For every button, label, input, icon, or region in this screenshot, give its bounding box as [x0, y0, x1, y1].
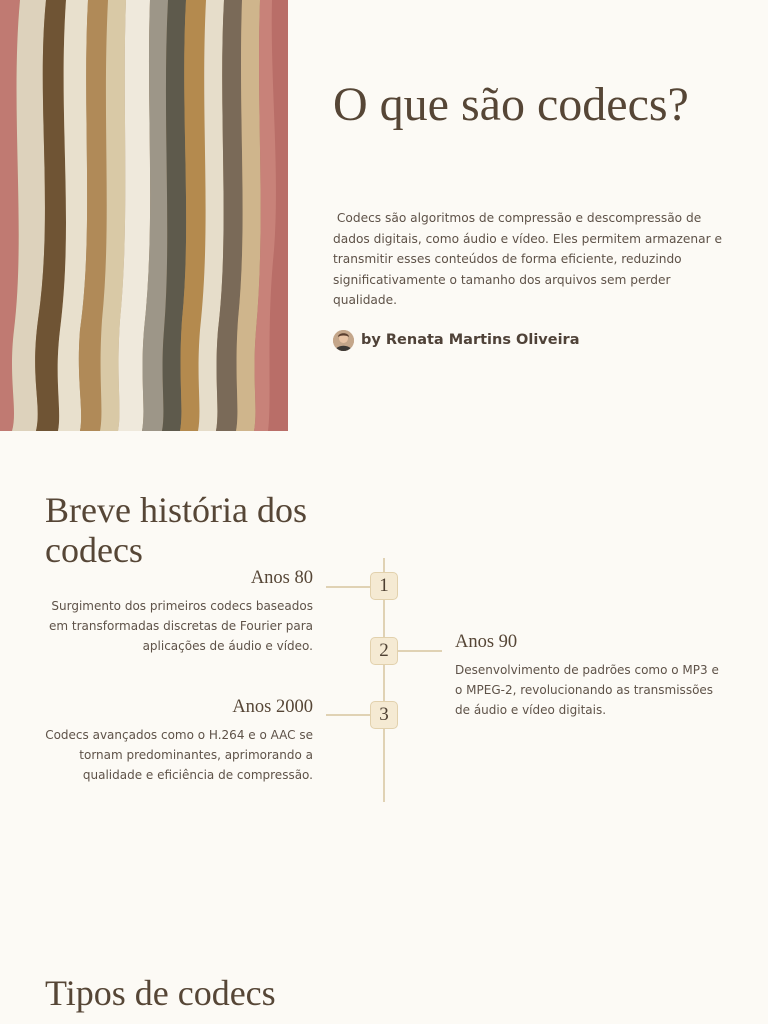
hero-image — [0, 0, 288, 431]
timeline-entry-title: Anos 90 — [455, 632, 518, 652]
avatar — [333, 330, 354, 351]
timeline-entry-text: Desenvolvimento de padrões como o MP3 e o MPEG-2, revolucionando as transmissões de áudio e vídeo digitais. — [455, 663, 719, 717]
author-name: by Renata Martins Oliveira — [361, 332, 580, 348]
timeline-entry-title: Anos 80 — [250, 568, 313, 588]
history-section-title: Breve história dos codecs — [45, 490, 307, 570]
page-title: O que são codecs? — [333, 78, 689, 131]
timeline-step-badge: 1 — [370, 572, 398, 600]
timeline-step-badge: 3 — [370, 701, 398, 729]
timeline-entry-text: Codecs avançados como o H.264 e o AAC se tornam predominantes, aprimorando a qualidade e eficiência de compressão. — [45, 728, 313, 782]
timeline-step-badge: 2 — [370, 637, 398, 665]
intro-paragraph: Codecs são algoritmos de compressão e descompressão de dados digitais, como áudio e vídeo. Eles permitem armazenar e transmitir esses conteúdos de forma eficiente, reduzindo significativamente o tamanho dos arquivos sem perder qualidade. — [333, 211, 726, 307]
timeline-entry-title: Anos 2000 — [232, 697, 313, 717]
timeline-entry-text: Surgimento dos primeiros codecs baseados em transformadas discretas de Fourier para aplicações de áudio e vídeo. — [49, 599, 313, 653]
timeline-connector — [326, 586, 370, 588]
timeline-connector — [398, 650, 442, 652]
types-section-title: Tipos de codecs — [45, 973, 276, 1013]
timeline-connector — [326, 714, 370, 716]
author-byline — [333, 327, 579, 353]
